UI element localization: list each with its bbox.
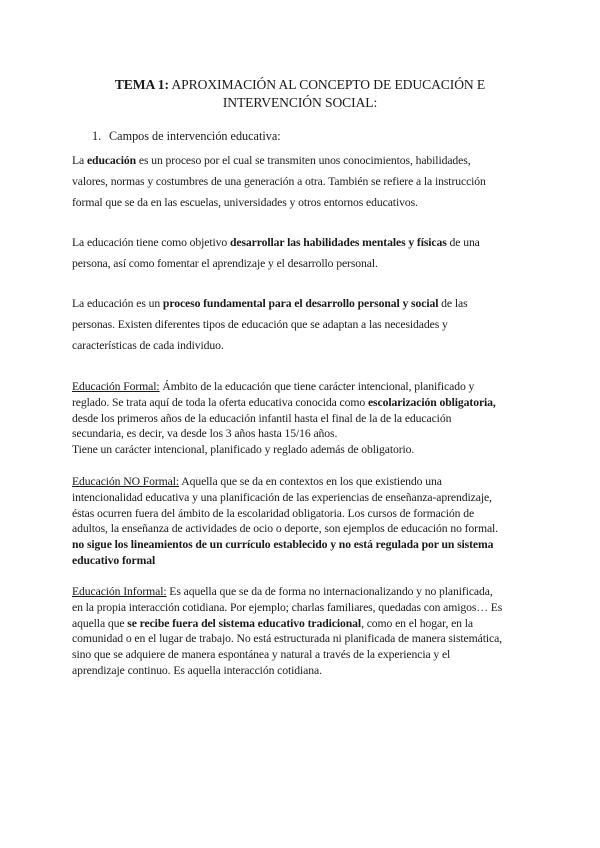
text: La xyxy=(72,154,87,167)
text-line: características de cada individuo. xyxy=(72,339,224,353)
paragraph-definition xyxy=(72,150,534,214)
text-line: valores, normas y costumbres de una generación a otra. También se refiere a la instrucción xyxy=(72,175,486,189)
text: aquella que xyxy=(72,616,128,630)
formal-education-heading: Educación Formal: xyxy=(72,380,160,393)
title-line-1: APROXIMACIÓN AL CONCEPTO DE EDUCACIÓN E xyxy=(168,77,486,92)
text-line: aprendizaje continuo. Es aquella interacción cotidiana. xyxy=(72,663,322,677)
informal-education-heading: Educación Informal: xyxy=(72,585,167,598)
text: Aquella que se da en contextos en los que existiendo una xyxy=(179,475,442,488)
bold-term: proceso fundamental para el desarrollo personal y social xyxy=(162,297,439,310)
text: , como en el hogar, en la xyxy=(361,616,473,630)
text-line: comunidad o en el lugar de trabajo. No está estructurada ni planificada de manera sistemática, xyxy=(72,632,503,646)
nonformal-education-heading: Educación NO Formal: xyxy=(72,475,180,488)
bold-term: desarrollar las habilidades mentales y físicas xyxy=(230,236,447,249)
text: Es aquella que se da de forma no internacionalizando y no planificada, xyxy=(166,585,493,598)
text-line: persona, así como fomentar el aprendizaje y el desarrollo personal. xyxy=(72,257,378,271)
text-line: sino que se adquiere de manera espontánea y natural a través de la experiencia y el xyxy=(72,648,451,662)
text: es un proceso por el cual se transmiten unos conocimientos, habilidades, xyxy=(136,154,471,167)
bold-statement: no sigue los lineamientos de un currículo establecido y no está regulada por un sistema xyxy=(72,538,494,552)
bold-term: escolarización obligatoria, xyxy=(367,395,496,409)
paragraph-objective xyxy=(72,232,534,274)
text-line: formal que se da en las escuelas, universidades y otros entornos educativos. xyxy=(72,196,418,210)
text: de las xyxy=(438,297,468,310)
text: Ámbito de la educación que tiene carácter intencional, planificado y xyxy=(159,380,475,393)
text-line: personas. Existen diferentes tipos de educación que se adaptan a las necesidades y xyxy=(72,318,448,332)
text-line: en la propia interacción cotidiana. Por ejemplo; charlas familiares, quedadas con amigos… Es xyxy=(72,600,503,614)
bold-term: educación xyxy=(86,154,137,167)
text-line: éstas ocurren fuera del ámbito de la escolaridad obligatoria. Los cursos de formación de xyxy=(72,506,475,520)
bold-statement: educativo formal xyxy=(72,553,156,567)
title-line-2: INTERVENCIÓN SOCIAL: xyxy=(222,95,378,110)
section-number: 1. xyxy=(92,129,102,143)
text-line: secundaria, es decir, va desde los 3 años hasta 15/16 años. xyxy=(72,427,338,441)
paragraph-formal-education xyxy=(72,379,534,458)
title-prefix: TEMA 1: xyxy=(114,77,169,92)
text-line: desde los primeros años de la educación infantil hasta el final de la de la educación xyxy=(72,411,452,425)
text: La educación tiene como objetivo xyxy=(72,236,230,249)
bold-term: se recibe fuera del sistema educativo tradicional xyxy=(127,616,362,630)
page-title xyxy=(60,76,540,112)
text: La educación es un xyxy=(72,297,163,310)
text-line: intencionalidad educativa y una planificación de las experiencias de enseñanza-aprendizaje, xyxy=(72,490,492,504)
text-line: adultos, la enseñanza de actividades de ocio o deporte, son ejemplos de educación no formal. xyxy=(72,522,499,536)
text: reglado. Se trata aquí de toda la oferta educativa conocida como xyxy=(72,395,368,409)
paragraph-process xyxy=(72,293,534,357)
paragraph-nonformal-education xyxy=(72,474,534,569)
text: de una xyxy=(446,236,480,249)
section-label: Campos de intervención educativa: xyxy=(109,129,281,143)
section-heading xyxy=(92,128,281,144)
paragraph-informal-education xyxy=(72,584,534,679)
text-line: Tiene un carácter intencional, planificado y reglado además de obligatorio. xyxy=(72,443,415,457)
